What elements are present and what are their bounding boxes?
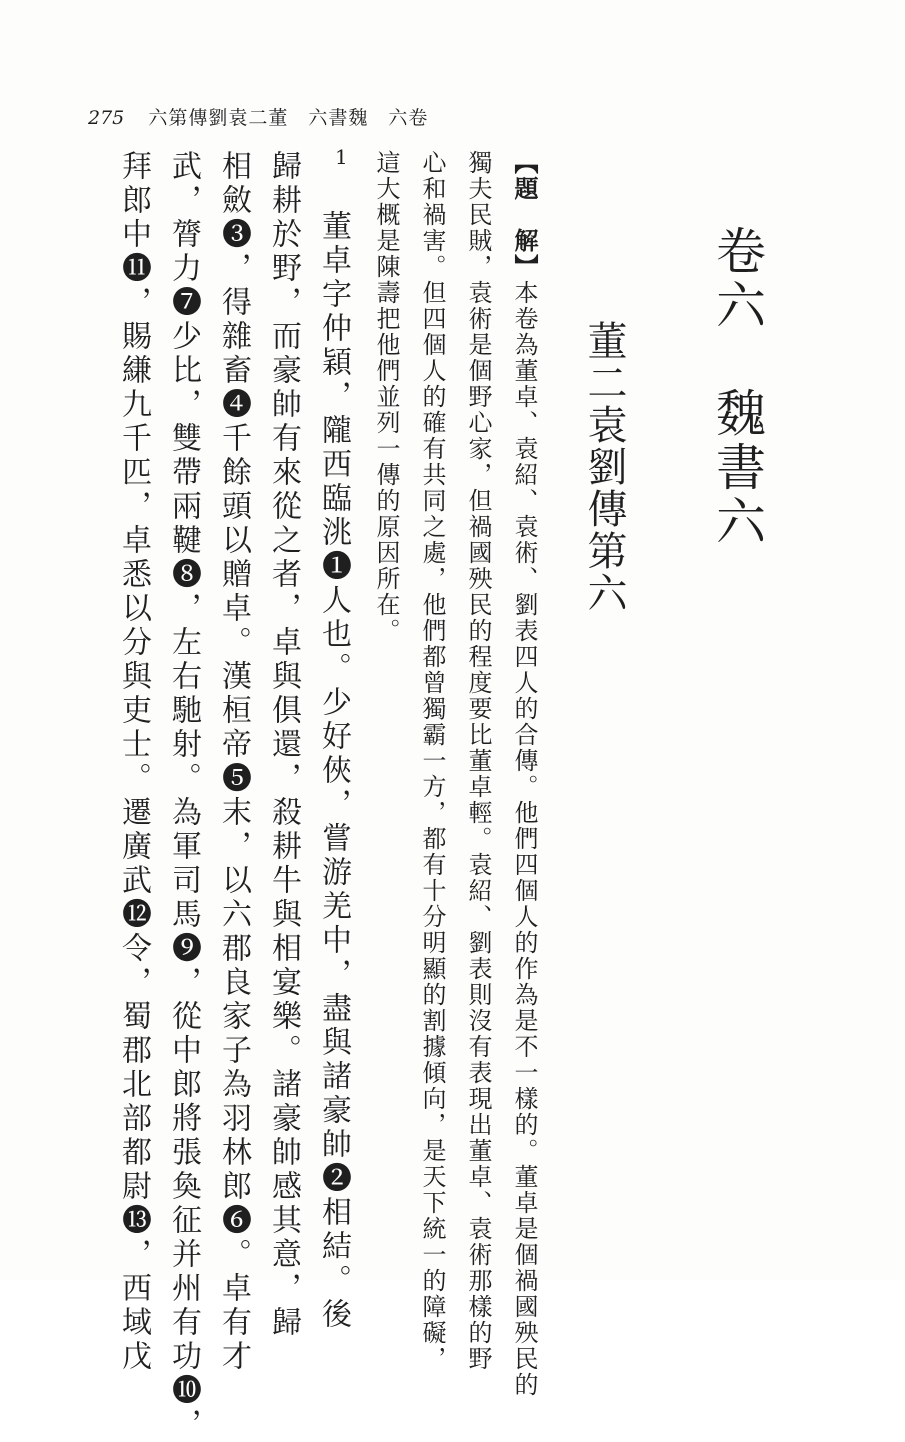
body-line-1: 董卓字仲穎，隴西臨洮❶人也。少好俠，嘗游羌中，盡與諸豪帥❷相結。後 xyxy=(316,210,351,1332)
intro-text: 本卷為董卓、袁紹、袁術、劉表四人的合傳。他們四個人的作為是不一樣的。董卓是個禍國殃民的 xyxy=(510,280,538,1398)
page-number: 275 xyxy=(88,107,125,129)
intro-line-3: 心和禍害。但四個人的確有共同之處，他們都曾獨霸一方，都有十分明顯的割據傾向，是天下統一的障礙， xyxy=(418,150,446,1372)
volume-title: 卷六 魏書六 xyxy=(708,225,766,549)
intro-line-1 xyxy=(510,150,539,1398)
running-title: 六第傳劉袁二董 六書魏 六卷 xyxy=(148,107,429,129)
body-line-5: 拜郎中⓫，賜縑九千匹，卓悉以分與吏士。遷廣武⓬令，蜀郡北部都尉⓭，西域戊 xyxy=(116,150,151,1374)
paragraph-marker: 1 xyxy=(335,145,348,169)
intro-line-4: 這大概是陳壽把他們並列一傳的原因所在。 xyxy=(372,150,400,644)
body-line-3: 相斂❸，得雜畜❹千餘頭以贈卓。漢桓帝❺末，以六郡良家子為羽林郎❻。卓有才 xyxy=(216,150,251,1374)
body-line-4: 武，膂力❼少比，雙帶兩鞬❽，左右馳射。為軍司馬❾，從中郎將張奐征并州有功❿， xyxy=(166,150,201,1442)
chapter-title: 董二袁劉傳第六 xyxy=(581,320,627,614)
body-line-2: 歸耕於野，而豪帥有來從之者，卓與俱還，殺耕牛與相宴樂。諸豪帥感其意，歸 xyxy=(266,150,301,1340)
intro-label: 【題 解】 xyxy=(510,150,539,280)
page-header xyxy=(88,100,848,136)
intro-line-2: 獨夫民賊，袁術是個野心家，但禍國殃民的程度要比董卓輕。袁紹、劉表則沒有表現出董卓、袁術那樣的野 xyxy=(464,150,492,1372)
